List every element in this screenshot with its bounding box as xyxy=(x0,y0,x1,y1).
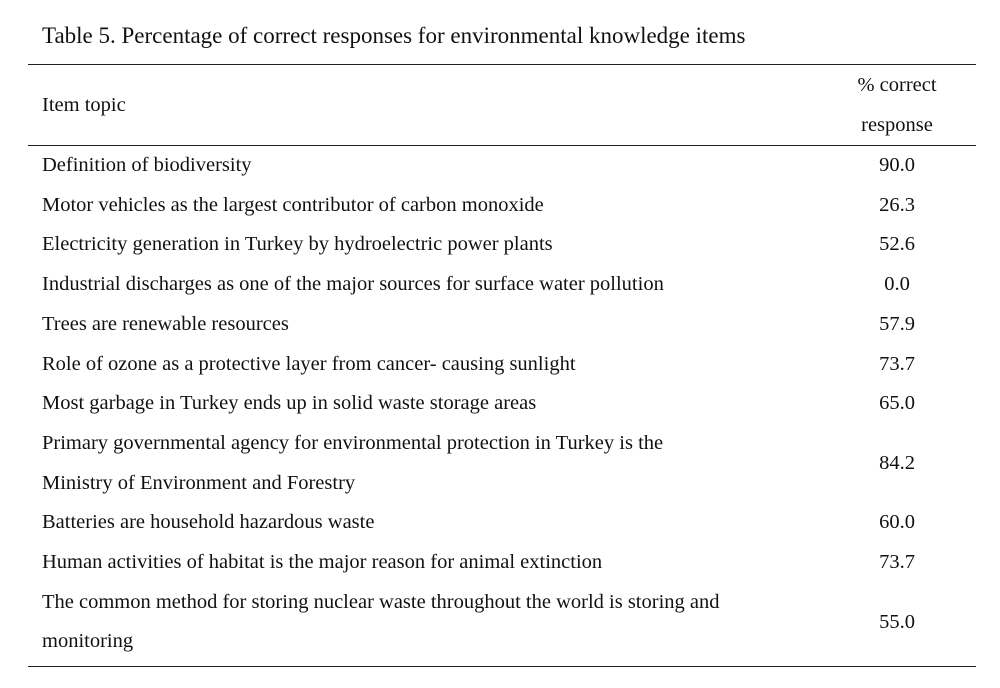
row-topic-line2: monitoring xyxy=(42,630,134,653)
row-topic-line1: The common method for storing nuclear waste throughout the world is storing and xyxy=(42,590,720,613)
row-value: 65.0 xyxy=(879,392,915,415)
row-topic xyxy=(28,583,818,662)
row-value: 52.6 xyxy=(879,233,915,256)
row-value: 26.3 xyxy=(879,193,915,216)
table-row xyxy=(28,424,976,503)
header-percent-line2: response xyxy=(861,114,933,136)
row-value: 84.2 xyxy=(879,451,915,474)
row-topic: Trees are renewable resources xyxy=(42,312,289,335)
row-topic-line1: Primary governmental agency for environmental protection in Turkey is the xyxy=(42,431,664,454)
table-row xyxy=(28,146,976,186)
row-topic: Role of ozone as a protective layer from cancer- causing sunlight xyxy=(42,352,576,375)
row-value: 57.9 xyxy=(879,312,915,335)
table-row xyxy=(28,225,976,265)
row-topic: Most garbage in Turkey ends up in solid waste storage areas xyxy=(42,392,537,415)
table-row xyxy=(28,384,976,424)
header-item-topic: Item topic xyxy=(42,94,126,117)
row-topic xyxy=(28,424,818,503)
row-topic: Definition of biodiversity xyxy=(42,154,252,176)
row-value: 60.0 xyxy=(879,511,915,534)
table-row xyxy=(28,345,976,385)
header-percent-line1: % correct xyxy=(857,74,937,96)
row-value: 55.0 xyxy=(879,610,915,633)
row-topic: Human activities of habitat is the major reason for animal extinction xyxy=(42,551,603,574)
row-topic: Motor vehicles as the largest contributor of carbon monoxide xyxy=(42,193,544,216)
table-row xyxy=(28,186,976,226)
row-topic-line2: Ministry of Environment and Forestry xyxy=(42,471,356,494)
row-topic: Industrial discharges as one of the major sources for surface water pollution xyxy=(42,273,664,296)
row-value: 0.0 xyxy=(884,273,910,296)
table-body xyxy=(28,146,976,666)
row-value: 90.0 xyxy=(879,154,915,176)
row-topic: Batteries are household hazardous waste xyxy=(42,511,375,534)
table-row xyxy=(28,305,976,345)
table-row xyxy=(28,583,976,662)
table-row xyxy=(28,503,976,543)
knowledge-table xyxy=(28,64,976,667)
header-percent-correct xyxy=(818,65,976,145)
table-header-row xyxy=(28,65,976,146)
table-row xyxy=(28,543,976,583)
table-row xyxy=(28,265,976,305)
table-caption: Table 5. Percentage of correct responses for environmental knowledge items xyxy=(42,23,746,48)
row-topic: Electricity generation in Turkey by hydroelectric power plants xyxy=(42,233,553,256)
row-value: 73.7 xyxy=(879,551,915,574)
row-value: 73.7 xyxy=(879,352,915,375)
